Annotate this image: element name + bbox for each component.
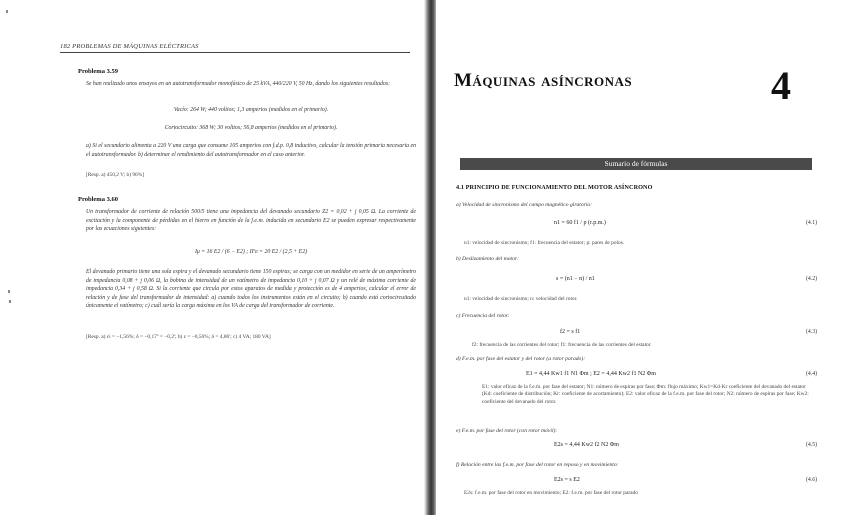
equation: E2s = s E2	[554, 477, 580, 483]
right-page	[436, 0, 848, 515]
formula-item-label: c) Frecuencia del rotor:	[456, 313, 510, 319]
problem-text: Un transformador de corriente de relación 500/5 tiene una impedancia del devanado secundario Z2 = 0,02 + j 0,05 Ω. La corriente de excitación y la componente de pérdidas en el hierro en función de la f.e.m. inducida en secundario E2 se pueden expresar respectivamente por las ecuaciones siguientes:	[86, 209, 416, 233]
formula-item-label: f) Relación entre las f.e.m. por fase del rotor en reposo y en movimiento:	[456, 462, 619, 468]
equation: n1 = 60 f1 / p (r.p.m.)	[554, 220, 606, 226]
test-line: Cortocircuito: 368 W; 30 voltios; 56,8 amperios (medidos en el primario).	[164, 125, 338, 131]
page-header: 182 PROBLEMAS DE MÁQUINAS ELÉCTRICAS	[60, 43, 199, 50]
equation-number: (4.3)	[806, 329, 818, 335]
equation-description: n1: velocidad de sincronismo; f1: frecuencia del estator; p: pares de polos.	[464, 240, 625, 246]
equation: s = (n1 − n) / n1	[556, 276, 595, 282]
equation-number: (4.1)	[806, 220, 818, 226]
scan-speck	[8, 290, 10, 293]
problem-text: Se han realizado unos ensayos en un autotransformador monofásico de 25 kVA, 440/220 V, 50 Hz, dando los siguientes resultados:	[86, 81, 391, 87]
equation-description: n1: velocidad de sincronismo; n: velocidad del rotor.	[464, 296, 578, 302]
formula-item-label: a) Velocidad de sincronismo del campo magnético giratorio:	[456, 202, 593, 208]
equation-description: E1: valor eficaz de la f.e.m. por fase del estator; N1: número de espiras por fase; Φm: flujo máximo; Kw1=Kd·Kr coeficiente del devanado del estator (Kd: coeficiente de distribución; Kr: coeficiente de acortamiento); E2: valor eficaz de la f.e.m. por fase del rotor; N2: número de espiras por fase; Kw2: coeficiente del devanado del rotor.	[482, 384, 809, 405]
equation-number: (4.5)	[806, 442, 818, 448]
equation-description: f2: frecuencia de las corrientes del rotor; f1: frecuencia de las corrientes del estator.	[472, 342, 652, 348]
test-line: Vacío: 264 W; 440 voltios; 1,3 amperios (medidos en el primario).	[173, 107, 329, 113]
equation-number: (4.4)	[806, 371, 818, 377]
problem-answer: [Resp. a) 450,2 V; b) 96%]	[86, 172, 145, 178]
equation: f2 = s f1	[560, 329, 581, 335]
formula-item-label: d) F.e.m. por fase del estator y del rotor (a rotor parado):	[456, 356, 586, 362]
chapter-title: Máquinas asíncronas	[454, 70, 633, 91]
scan-speck	[6, 10, 8, 13]
equation-number: (4.2)	[806, 276, 818, 282]
chapter-number: 4	[771, 63, 791, 108]
problem-title: Problema 3.60	[78, 196, 118, 203]
equation: E2s = 4,44 Kw2 f2 N2 Φm	[554, 442, 619, 448]
equation-description: E2s: f.e.m. por fase del rotor en movimiento; E2: f.e.m. por fase del rotor parado	[464, 490, 638, 496]
problem-title: Problema 3.59	[78, 68, 118, 75]
problem-answer: [Resp. a) εi = −1,56%; δ = −0,17º = −0,2'; b) ε = −0,56%; δ = 4,86'; c) 4 VA; 180 VA]	[86, 334, 271, 340]
problem-text: El devanado primario tiene una sola espira y el devanado secundario tiene 150 espiras; se carga con un medidor en serie de un amperímetro de impedancia 0,08 + j 0,06 Ω, la bobina de intensidad de un vatímetro de impedancia 0,10 + j 0,07 Ω y un relé de máxima corriente de impedancia 0,34 + j 0,58 Ω. Si la corriente que circula por estos aparatos de medida y protección es de 4 amperios, calcular el error de relación y de fase del transformador de intensidad: a) cuando todos los instrumentos están en el circuito; b) cuando está cortocircuitado únicamente el vatímetro; c) cuál sería la carga máxima en los VA de carga del transformador de corriente.	[86, 269, 416, 310]
summary-band: Sumario de fórmulas	[460, 158, 812, 170]
formula-item-label: b) Deslizamiento del motor:	[456, 256, 519, 262]
section-heading: 4.1 PRINCIPIO DE FUNCIONAMIENTO DEL MOTOR ASÍNCRONO	[456, 184, 653, 191]
scan-speck	[9, 300, 11, 303]
equation: E1 = 4,44 Kw1 f1 N1 Φm ; E2 = 4,44 Kw2 f1 N2 Φm	[526, 371, 656, 377]
problem-formula: Iμ = 16 E2 / (6 − E2) ; IFe = 20 E2 / (2,5 + E2)	[194, 249, 308, 255]
equation-number: (4.6)	[806, 477, 818, 483]
formula-item-label: e) F.e.m. por fase del rotor (con rotor móvil):	[456, 428, 558, 434]
problem-question: a) Si el secundario alimenta a 220 V una carga que consume 105 amperios con f.d.p. 0,8 inductivo, calcular la tensión primaria necesaria en el autotransformador. b) determinar el rendimiento del autotransformador en el caso anterior.	[86, 143, 416, 158]
header-rule	[60, 52, 410, 53]
